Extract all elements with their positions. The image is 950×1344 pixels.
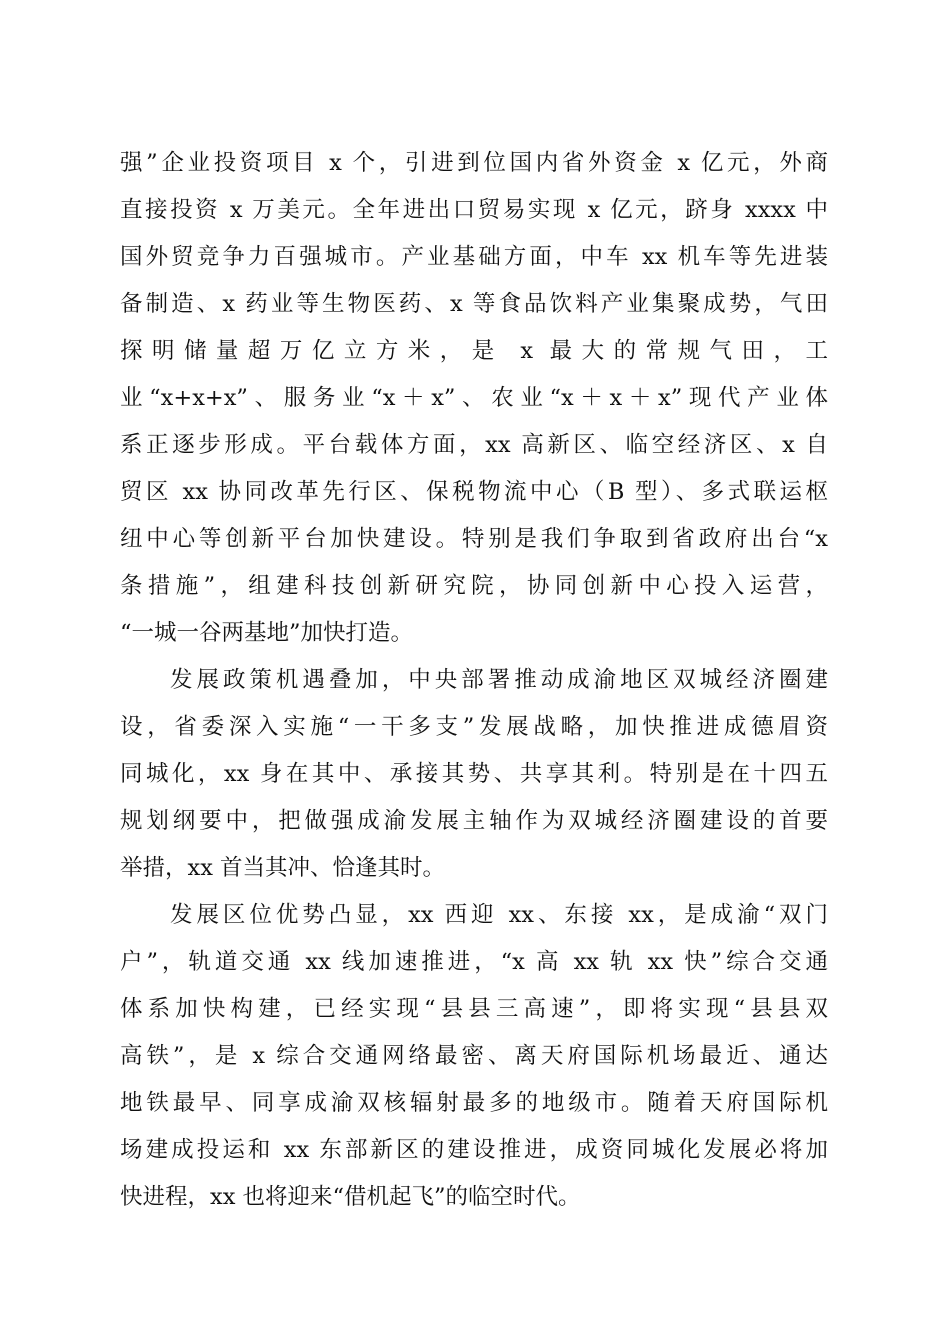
text-line: 纽中心等创新平台加快建设。特别是我们争取到省政府出台“x [120, 526, 828, 552]
text-line: 直接投资 x 万美元。全年进出口贸易实现 x 亿元，跻身 xxxx 中 [120, 197, 828, 223]
text-line: 快进程，xx 也将迎来“借机起飞”的临空时代。 [120, 1184, 581, 1210]
text-line: 同城化，xx 身在其中、承接其势、共享其利。特别是在十四五 [120, 761, 828, 787]
text-line: 体系加快构建，已经实现“县县三高速”，即将实现“县县双 [120, 996, 828, 1022]
text-line: 发展区位优势凸显，xx 西迎 xx、东接 xx，是成渝“双门 [170, 902, 828, 928]
text-line: 探明储量超万亿立方米，是 x 最大的常规气田，工 [120, 338, 828, 364]
paragraph-2 [120, 657, 828, 892]
text-line: 国外贸竞争力百强城市。产业基础方面，中车 xx 机车等先进装 [120, 244, 828, 270]
text-line: 强”企业投资项目 x 个，引进到位国内省外资金 x 亿元，外商 [120, 150, 828, 176]
text-line: 贸区 xx 协同改革先行区、保税物流中心（B 型）、多式联运枢 [120, 479, 828, 505]
text-line: 设，省委深入实施“一干多支”发展战略，加快推进成德眉资 [120, 714, 828, 740]
text-line: 备制造、x 药业等生物医药、x 等食品饮料产业集聚成势，气田 [120, 291, 828, 317]
text-line: 户”，轨道交通 xx 线加速推进，“x 高 xx 轨 xx 快”综合交通 [120, 949, 828, 975]
paragraph-3 [120, 892, 828, 1221]
text-line: 场建成投运和 xx 东部新区的建设推进，成资同城化发展必将加 [120, 1137, 828, 1163]
text-line: 条措施”，组建科技创新研究院，协同创新中心投入运营， [120, 573, 828, 599]
text-line: 业“x+x+x”、服务业“x＋x”、农业“x＋x＋x”现代产业体 [120, 385, 828, 411]
document-body [120, 140, 828, 1221]
text-line: 发展政策机遇叠加，中央部署推动成渝地区双城经济圈建 [170, 667, 828, 693]
paragraph-1 [120, 140, 828, 657]
text-line: 高铁”，是 x 综合交通网络最密、离天府国际机场最近、通达 [120, 1043, 828, 1069]
text-line: 地铁最早、同享成渝双核辐射最多的地级市。随着天府国际机 [120, 1090, 828, 1116]
text-line: 规划纲要中，把做强成渝发展主轴作为双城经济圈建设的首要 [120, 808, 828, 834]
text-line: 举措，xx 首当其冲、恰逢其时。 [120, 855, 446, 881]
text-line: 系正逐步形成。平台载体方面，xx 高新区、临空经济区、x 自 [120, 432, 828, 458]
text-line: “一城一谷两基地”加快打造。 [120, 620, 414, 646]
